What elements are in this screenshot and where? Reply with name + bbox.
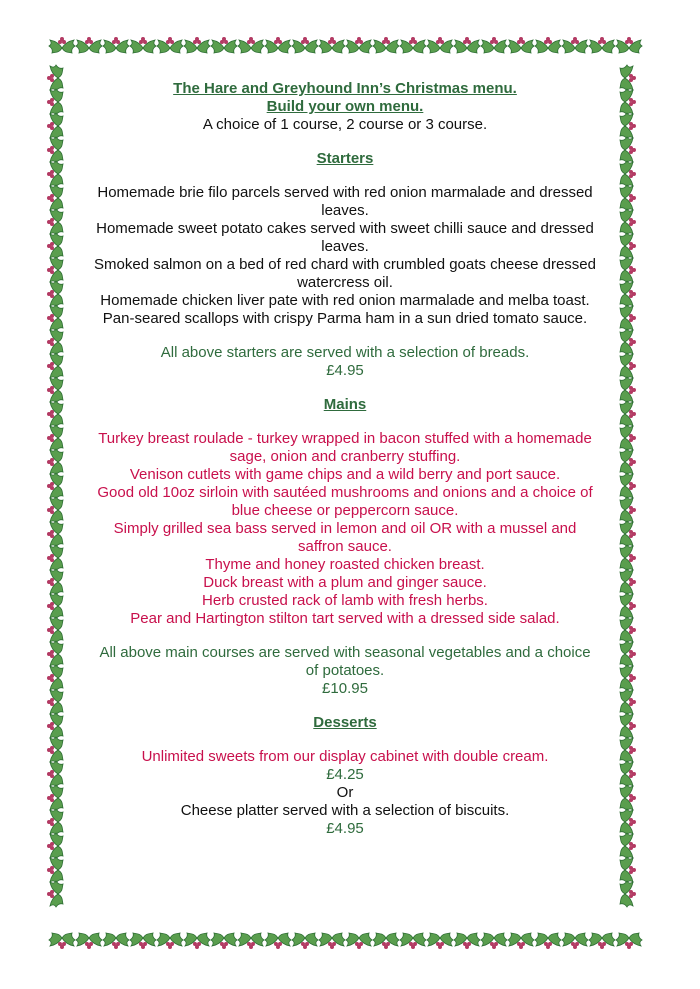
- holly-sprig: [47, 569, 63, 595]
- holly-sprig: [47, 425, 63, 451]
- holly-sprig: [481, 37, 507, 53]
- holly-sprig: [562, 933, 588, 949]
- dessert-item: Unlimited sweets from our display cabinet with double cream.: [141, 748, 549, 765]
- holly-sprig: [620, 113, 636, 139]
- holly-sprig: [47, 881, 63, 907]
- starter-item: Homemade sweet potato cakes served with sweet chilli sauce and dressed leaves.: [96, 220, 594, 255]
- holly-sprig: [47, 377, 63, 403]
- holly-sprig: [103, 37, 129, 53]
- holly-sprig: [400, 933, 426, 949]
- holly-sprig: [47, 545, 63, 571]
- holly-sprig: [616, 933, 642, 949]
- holly-sprig: [47, 209, 63, 235]
- holly-sprig: [620, 497, 636, 523]
- holly-sprig: [47, 785, 63, 811]
- holly-sprig: [620, 137, 636, 163]
- mains-heading: Mains: [323, 396, 367, 413]
- holly-sprig: [620, 521, 636, 547]
- holly-sprig: [157, 37, 183, 53]
- holly-sprig: [130, 37, 156, 53]
- main-item: Duck breast with a plum and ginger sauce.: [203, 574, 487, 591]
- main-item: Turkey breast roulade - turkey wrapped in bacon stuffed with a homemade sage, onion and cranberry stuffing.: [98, 430, 592, 465]
- holly-sprig: [47, 521, 63, 547]
- holly-sprig: [620, 473, 636, 499]
- holly-sprig: [620, 305, 636, 331]
- holly-sprig: [346, 37, 372, 53]
- holly-sprig: [620, 545, 636, 571]
- holly-sprig: [47, 329, 63, 355]
- holly-sprig: [620, 881, 636, 907]
- mains-note: All above main courses are served with seasonal vegetables and a choice of potatoes.: [99, 644, 591, 679]
- holly-sprig: [616, 37, 642, 53]
- holly-sprig: [47, 857, 63, 883]
- holly-sprig: [47, 185, 63, 211]
- holly-sprig: [319, 37, 345, 53]
- desserts-heading: Desserts: [313, 714, 377, 731]
- holly-sprig: [589, 933, 615, 949]
- starter-item: Pan-seared scallops with crispy Parma ham in a sun dried tomato sauce.: [102, 310, 588, 327]
- holly-sprig: [47, 497, 63, 523]
- course-choice: A choice of 1 course, 2 course or 3 course.: [202, 116, 488, 133]
- holly-sprig: [47, 593, 63, 619]
- holly-sprig: [157, 933, 183, 949]
- holly-sprig: [49, 37, 75, 53]
- mains-price: £10.95: [322, 680, 368, 697]
- holly-sprig: [620, 641, 636, 667]
- menu-title-line2: Build your own menu.: [266, 98, 424, 115]
- holly-sprig: [620, 353, 636, 379]
- holly-sprig: [76, 37, 102, 53]
- dessert-item: Cheese platter served with a selection of biscuits.: [180, 802, 510, 819]
- mains-list: [92, 430, 598, 628]
- holly-sprig: [47, 689, 63, 715]
- holly-sprig: [47, 713, 63, 739]
- holly-sprig: [620, 401, 636, 427]
- holly-sprig: [211, 37, 237, 53]
- holly-sprig: [620, 737, 636, 763]
- holly-sprig: [47, 353, 63, 379]
- menu-content: [92, 80, 598, 838]
- holly-sprig: [47, 89, 63, 115]
- starters-heading: Starters: [316, 150, 374, 167]
- holly-sprig: [620, 425, 636, 451]
- holly-sprig: [620, 593, 636, 619]
- dessert-price: £4.25: [326, 766, 364, 783]
- holly-sprig: [535, 37, 561, 53]
- main-item: Good old 10oz sirloin with sautéed mushrooms and onions and a choice of blue cheese or peppercorn sauce.: [97, 484, 593, 519]
- holly-sprig: [620, 161, 636, 187]
- holly-sprig: [620, 713, 636, 739]
- holly-sprig: [427, 37, 453, 53]
- holly-sprig: [400, 37, 426, 53]
- holly-sprig: [373, 933, 399, 949]
- holly-sprig: [47, 449, 63, 475]
- holly-sprig: [292, 933, 318, 949]
- starter-item: Smoked salmon on a bed of red chard with crumbled goats cheese dressed watercress oil.: [94, 256, 596, 291]
- holly-sprig: [47, 113, 63, 139]
- holly-sprig: [508, 37, 534, 53]
- holly-sprig: [130, 933, 156, 949]
- holly-sprig: [620, 833, 636, 859]
- holly-sprig: [620, 785, 636, 811]
- holly-sprig: [47, 305, 63, 331]
- holly-sprig: [620, 89, 636, 115]
- holly-sprig: [620, 809, 636, 835]
- holly-sprig: [47, 137, 63, 163]
- holly-sprig: [620, 449, 636, 475]
- starters-note: All above starters are served with a selection of breads.: [160, 344, 530, 361]
- holly-sprig: [47, 161, 63, 187]
- holly-sprig: [265, 37, 291, 53]
- holly-sprig: [319, 933, 345, 949]
- holly-sprig: [620, 377, 636, 403]
- holly-sprig: [211, 933, 237, 949]
- starters-price: £4.95: [326, 362, 364, 379]
- menu-title-line1: The Hare and Greyhound Inn’s Christmas menu.: [173, 80, 517, 97]
- holly-sprig: [47, 401, 63, 427]
- holly-sprig: [346, 933, 372, 949]
- holly-sprig: [620, 329, 636, 355]
- holly-sprig: [620, 257, 636, 283]
- holly-sprig: [620, 233, 636, 259]
- main-item: Thyme and honey roasted chicken breast.: [205, 556, 485, 573]
- holly-sprig: [620, 689, 636, 715]
- holly-sprig: [47, 809, 63, 835]
- holly-sprig: [238, 37, 264, 53]
- holly-sprig: [589, 37, 615, 53]
- holly-sprig: [47, 737, 63, 763]
- holly-sprig: [103, 933, 129, 949]
- holly-sprig: [427, 933, 453, 949]
- holly-sprig: [620, 665, 636, 691]
- holly-sprig: [47, 641, 63, 667]
- main-item: Simply grilled sea bass served in lemon and oil OR with a mussel and saffron sauce.: [113, 520, 577, 555]
- holly-sprig: [265, 933, 291, 949]
- holly-sprig: [620, 569, 636, 595]
- holly-sprig: [508, 933, 534, 949]
- starter-item: Homemade chicken liver pate with red onion marmalade and melba toast.: [100, 292, 590, 309]
- holly-sprig: [47, 233, 63, 259]
- holly-sprig: [47, 473, 63, 499]
- starters-list: [92, 184, 598, 328]
- dessert-or: Or: [336, 784, 354, 801]
- holly-sprig: [47, 833, 63, 859]
- holly-sprig: [481, 933, 507, 949]
- holly-sprig: [47, 617, 63, 643]
- holly-sprig: [620, 65, 636, 91]
- holly-sprig: [47, 281, 63, 307]
- holly-sprig: [184, 933, 210, 949]
- holly-sprig: [562, 37, 588, 53]
- holly-sprig: [238, 933, 264, 949]
- holly-sprig: [535, 933, 561, 949]
- holly-sprig: [620, 281, 636, 307]
- main-item: Pear and Hartington stilton tart served with a dressed side salad.: [130, 610, 560, 627]
- holly-sprig: [47, 257, 63, 283]
- holly-sprig: [184, 37, 210, 53]
- holly-sprig: [292, 37, 318, 53]
- holly-sprig: [76, 933, 102, 949]
- holly-sprig: [620, 185, 636, 211]
- holly-sprig: [47, 65, 63, 91]
- main-item: Herb crusted rack of lamb with fresh herbs.: [202, 592, 488, 609]
- holly-sprig: [620, 761, 636, 787]
- holly-sprig: [620, 857, 636, 883]
- main-item: Venison cutlets with game chips and a wild berry and port sauce.: [129, 466, 561, 483]
- holly-sprig: [454, 933, 480, 949]
- starter-item: Homemade brie filo parcels served with red onion marmalade and dressed leaves.: [97, 184, 593, 219]
- holly-sprig: [47, 761, 63, 787]
- holly-sprig: [620, 209, 636, 235]
- holly-sprig: [620, 617, 636, 643]
- dessert-price: £4.95: [326, 820, 364, 837]
- holly-sprig: [49, 933, 75, 949]
- holly-sprig: [373, 37, 399, 53]
- holly-sprig: [454, 37, 480, 53]
- holly-sprig: [47, 665, 63, 691]
